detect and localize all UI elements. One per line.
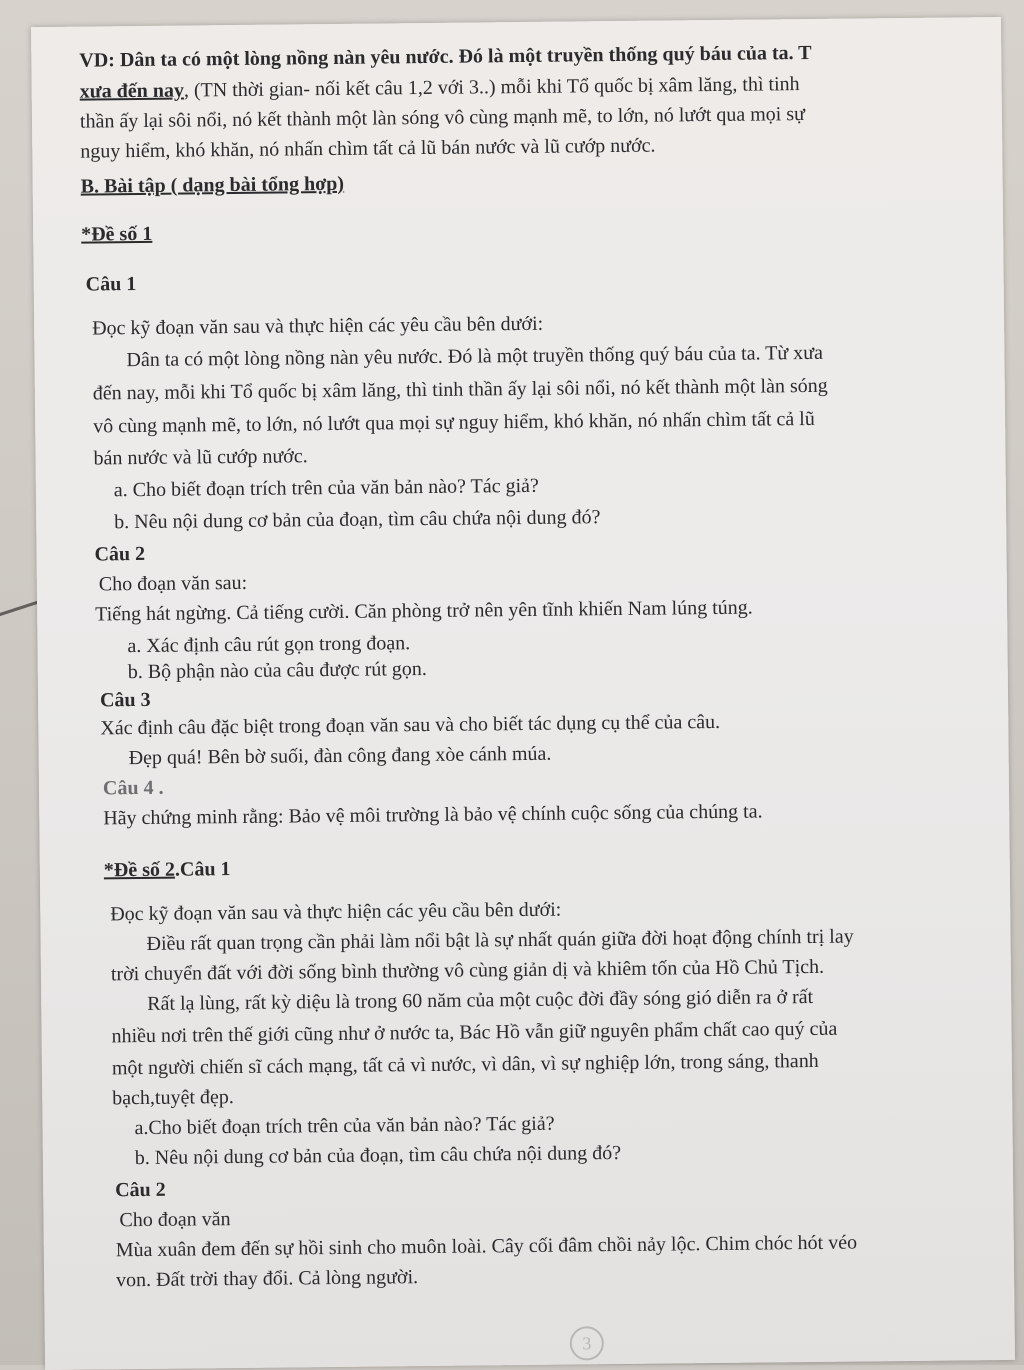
de-1-cau-4-prompt: Hãy chứng minh rằng: Bảo vệ môi trường là bảo vệ chính cuộc sống của chúng ta. xyxy=(103,800,763,830)
de-1-cau-1-passage-line-3: vô cùng mạnh mẽ, to lớn, nó lướt qua mọi sự nguy hiểm, khó khăn, nó nhấn chìm tất cả lũ xyxy=(93,407,815,438)
page-number: 3 xyxy=(570,1326,604,1360)
de-1-cau-2-label: Câu 2 xyxy=(94,542,146,566)
de-1-title: *Đề số 1 xyxy=(81,222,153,246)
de-1-cau-3-prompt: Xác định câu đặc biệt trong đoạn văn sau và cho biết tác dụng cụ thể của câu. xyxy=(100,710,721,740)
intro-underlined-phrase: xưa đến nay xyxy=(79,79,185,103)
de-2-passage-line-2: trời chuyển đất với đời sống bình thường vô cùng giản dị và khiêm tốn của Hồ Chủ Tịch. xyxy=(110,955,825,986)
de-2-passage-line-6: bạch,tuyệt đẹp. xyxy=(112,1086,234,1110)
intro-line-4: nguy hiểm, khó khăn, nó nhấn chìm tất cả lũ bán nước và lũ cướp nước. xyxy=(80,134,656,163)
de-1-cau-2-question-a: a. Xác định câu rút gọn trong đoạn. xyxy=(127,632,411,658)
de-1-cau-3-label: Câu 3 xyxy=(99,688,151,712)
de-1-cau-2-intro: Cho đoạn văn sau: xyxy=(98,571,248,596)
de-1-cau-3-passage: Đẹp quá! Bên bờ suối, đàn công đang xòe cánh múa. xyxy=(128,742,552,770)
de-2-cau-1-label: .Câu 1 xyxy=(174,858,231,881)
intro-line-2 xyxy=(80,72,800,104)
document-page xyxy=(31,17,1015,1370)
de-1-cau-1-question-b: b. Nêu nội dung cơ bản của đoạn, tìm câu chứa nội dung đó? xyxy=(114,506,601,534)
de-2-cau-2-passage-line-2: von. Đất trời thay đổi. Cả lòng người. xyxy=(116,1266,419,1292)
intro-line-2-rest: , (TN thời gian- nối kết câu 1,2 với 3..) mỗi khi Tổ quốc bị xâm lăng, thì tinh xyxy=(183,73,800,102)
de-2-cau-2-passage-line-1: Mùa xuân đem đến sự hồi sinh cho muôn loài. Cây cối đâm chồi nảy lộc. Chim chóc hót véo xyxy=(115,1231,858,1262)
section-b-title: B. Bài tập ( dạng bài tổng hợp) xyxy=(80,172,345,198)
de-2-passage-line-3: Rất lạ lùng, rất kỳ diệu là trong 60 năm của một cuộc đời đầy sóng gió diễn ra ở rất xyxy=(147,985,814,1015)
de-2-instruction: Đọc kỹ đoạn văn sau và thực hiện các yêu cầu bên dưới: xyxy=(110,898,562,926)
de-1-cau-4-label: Câu 4 . xyxy=(102,776,164,800)
de-2-title-line xyxy=(104,857,231,882)
de-1-cau-2-question-b: b. Bộ phận nào của câu được rút gọn. xyxy=(127,658,427,684)
de-2-question-a: a.Cho biết đoạn trích trên của văn bản nào? Tác giả? xyxy=(134,1112,555,1140)
de-1-cau-1-question-a: a. Cho biết đoạn trích trên của văn bản nào? Tác giả? xyxy=(113,474,539,502)
de-2-cau-2-label: Câu 2 xyxy=(115,1178,166,1202)
de-1-cau-1-passage-line-2: đến nay, mỗi khi Tổ quốc bị xâm lăng, thì tinh thần ấy lại sôi nổi, nó kết thành một làn sóng xyxy=(92,374,828,405)
de-2-passage-line-4: nhiều nơi trên thế giới cũng như ở nước ta, Bác Hồ vẫn giữ nguyên phẩm chất cao quý của xyxy=(111,1017,838,1048)
de-1-cau-1-passage-line-1: Dân ta có một lòng nồng nàn yêu nước. Đó là một truyền thống quý báu của ta. Từ xưa xyxy=(126,341,824,372)
de-2-question-b: b. Nêu nội dung cơ bản của đoạn, tìm câu chứa nội dung đó? xyxy=(134,1141,622,1170)
de-2-passage-line-1: Điều rất quan trọng cần phải làm nổi bật là sự nhất quán giữa đời hoạt động chính trị lay xyxy=(146,925,854,955)
de-1-cau-1-label: Câu 1 xyxy=(85,273,137,296)
de-1-cau-1-instruction: Đọc kỹ đoạn văn sau và thực hiện các yêu cầu bên dưới: xyxy=(92,312,544,340)
de-2-cau-2-intro: Cho đoạn văn xyxy=(119,1208,231,1232)
intro-line-3: thần ấy lại sôi nổi, nó kết thành một làn sóng vô cùng mạnh mẽ, to lớn, nó lướt qua mọi sự xyxy=(79,103,806,133)
intro-line-1: VD: Dân ta có một lòng nồng nàn yêu nước. Đó là một truyền thống quý báu của ta. T xyxy=(79,41,812,72)
de-1-cau-1-passage-line-4: bán nước và lũ cướp nước. xyxy=(93,445,308,470)
de-2-passage-line-5: một người chiến sĩ cách mạng, tất cả vì nước, vì dân, vì sự nghiệp lớn, trong sáng, thanh xyxy=(111,1049,819,1080)
de-2-title: *Đề số 2 xyxy=(103,858,176,882)
de-1-cau-2-passage: Tiếng hát ngừng. Cả tiếng cười. Căn phòng trở nên yên tĩnh khiến Nam lúng túng. xyxy=(95,596,753,626)
